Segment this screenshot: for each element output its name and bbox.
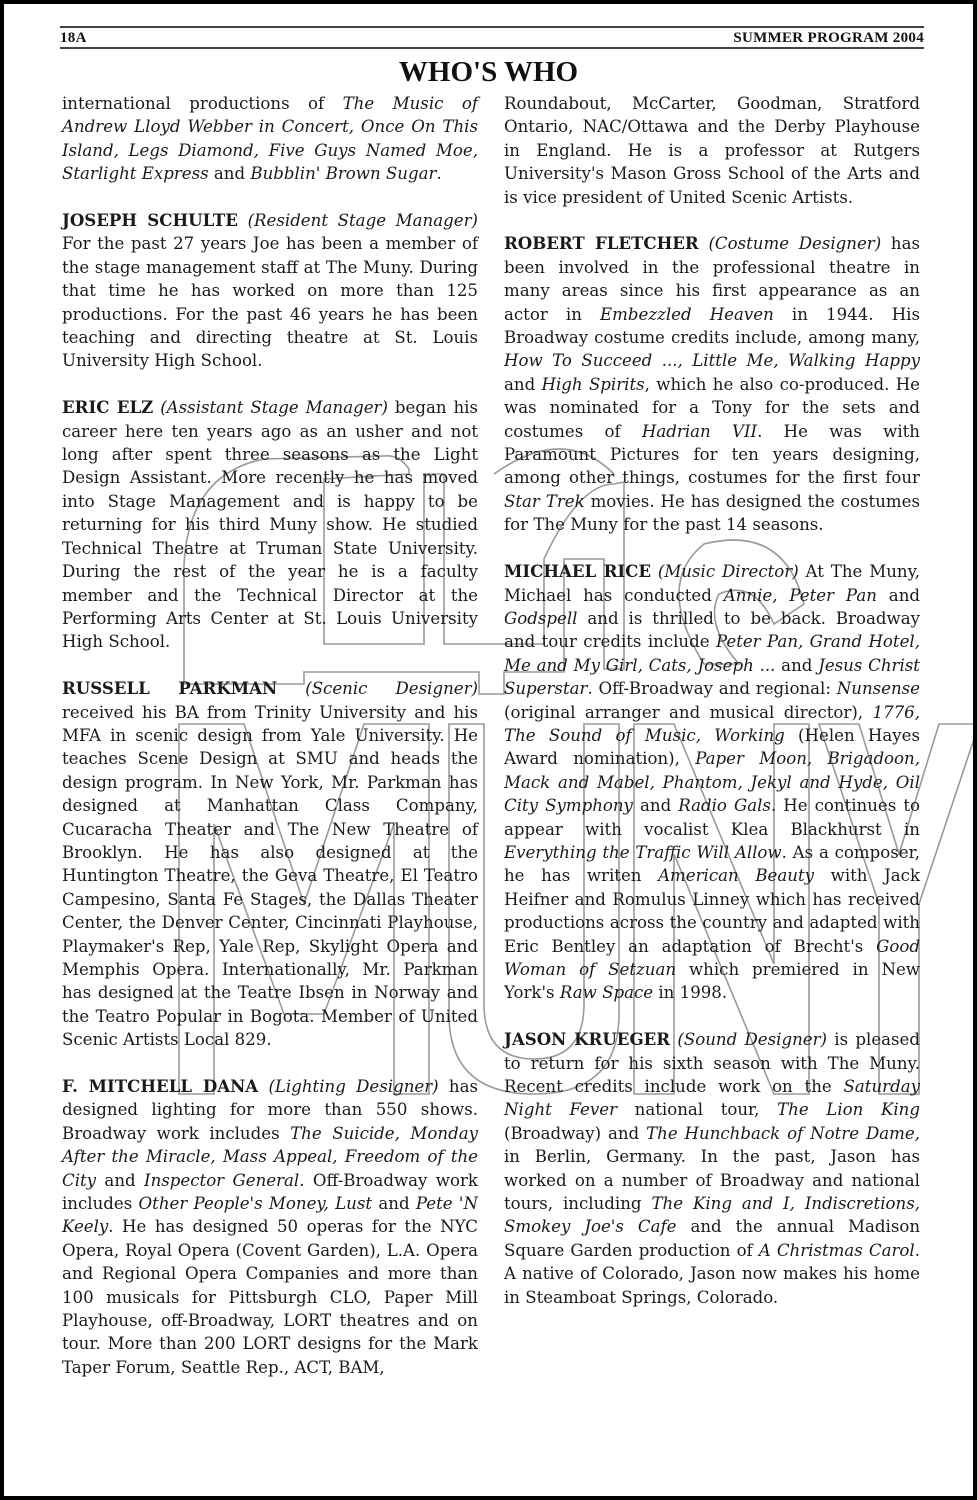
production-title: Hadrian VII [641, 421, 758, 441]
bio-role: (Music Director) [657, 562, 799, 582]
bio-name: MICHAEL RICE [504, 561, 651, 582]
production-title: 1776, The Sound of Music, Working [504, 702, 920, 745]
bio-eric-elz [62, 396, 478, 653]
bio-text-run: For the past 27 years Joe has been a member of the stage management staff at The Muny. During that time he has worked on more than 125 productions. For the past 46 years he has been teaching and directing theatre at St. Louis University High School. [62, 234, 478, 371]
bio-text-run: At The Muny, Michael has conducted [504, 562, 921, 605]
bio-role: (Sound Designer) [677, 1030, 827, 1050]
bio-text [62, 1077, 478, 1377]
bio-text-run: and [372, 1194, 416, 1214]
production-title: Radio Gals [678, 796, 771, 816]
left-column [62, 92, 478, 1403]
bio-text-run: movies. He has designed the costumes for The Muny for the past 14 seasons. [504, 491, 920, 535]
page-title: WHO'S WHO [398, 56, 579, 88]
bio-name: F. MITCHELL DANA [62, 1076, 259, 1096]
production-title: A Christmas Carol [758, 1240, 915, 1260]
production-title: Jesus Christ Superstar [504, 655, 920, 699]
bio-text-run: . He continues to appear with vocalist Klea Blackhurst in [504, 796, 920, 839]
bio-text-run: and [208, 164, 251, 184]
production-title: Godspell [504, 608, 578, 628]
bio-text-run: . [436, 164, 442, 184]
production-title: Everything the Traffic Will Allow [504, 842, 782, 862]
bio-role: (Costume Designer) [708, 234, 882, 254]
bio-text-run: which premiered in New York's [504, 960, 920, 1003]
bio-text-run: received his BA from Trinity University and his MFA in scenic design from Yale University. He teaches Scene Design at SMU and heads the design program. In New York, Mr. Parkman has designed at Manhattan Class Company, Cucaracha Theater and The New Theatre of Brooklyn. He has also designed at the Huntington Theatre, the Geva Theatre, El Teatro Campesino, Santa Fe Stages, the Dallas Theater Center, the Denver Center, Cincinnati Playhouse, Playmaker's Rep, Yale Rep, Skylight Opera and Memphis Opera. Internationally, Mr. Parkman has designed at the Teatre Ibsen in Norway and the Teatro Popular in Bogota. Member of United Scenic Artists Local 829. [62, 702, 478, 1050]
bio-text-run: . Off-Broadway and regional: [587, 679, 837, 699]
bio-text-run: and [876, 585, 921, 605]
production-title: Raw Space [559, 983, 654, 1003]
production-title: Paper Moon, Brigadoon, Mack and Mabel, Phantom, Jekyl and Hyde, Oil City Symphony [504, 749, 921, 816]
bio-text [62, 234, 478, 370]
bio-name: RUSSELL PARKMAN [62, 678, 278, 699]
production-title: Annie, Peter Pan [723, 585, 877, 605]
bio-robert-fletcher [504, 232, 920, 536]
header-rule-bottom [60, 47, 924, 49]
bio-joseph-schulte [62, 209, 478, 373]
header-rule-top [60, 26, 924, 28]
bio-name: JASON KRUEGER [504, 1029, 671, 1050]
bio-text-run: and is thrilled to be back. Broadway and tour credits include [504, 608, 920, 652]
page-number: 18A [60, 30, 87, 46]
production-title: Good Woman of Setzuan [504, 936, 920, 979]
bio-jason-krueger [504, 1028, 920, 1309]
bio-text-run: . He was with Paramount Pictures for ten years designing, among other things, costumes for the first four [504, 421, 920, 488]
bio-russell-parkman [62, 677, 478, 1052]
production-title: How To Succeed ..., Little Me, Walking Happy [504, 351, 920, 371]
production-title: The Lion King [777, 1100, 920, 1120]
bio-name: ROBERT FLETCHER [504, 233, 699, 254]
bio-role: (Resident Stage Manager) [247, 211, 478, 231]
bio-text [504, 1030, 920, 1306]
production-title: The Suicide, Monday After the Miracle, Mass Appeal, Freedom of the City [62, 1123, 478, 1190]
continuation-paragraph [62, 92, 478, 186]
bio-text-run: in Berlin, Germany. In the past, Jason has worked on a number of Broadway and national tours, including [504, 1147, 920, 1214]
bio-role: (Scenic Designer) [305, 679, 478, 699]
production-title: The Hunchback of Notre Dame, [646, 1123, 921, 1143]
bio-text-run: in 1944. His Broadway costume credits include, among many, [504, 304, 920, 348]
bio-text [62, 398, 478, 651]
production-title: High Spirits [541, 374, 645, 394]
bio-michael-rice [504, 560, 920, 1005]
production-title: The Music of Andrew Lloyd Webber in Concert, Once On This Island, Legs Diamond, Five Guys Named Moe, Starlight Express [62, 94, 478, 184]
bio-text-run: and [632, 796, 679, 816]
bio-text-run: and [504, 374, 542, 394]
bio-f-mitchell-dana [62, 1075, 478, 1379]
bio-text-run: (original arranger and musical director), [504, 702, 873, 722]
production-title: Inspector General [144, 1170, 300, 1190]
bio-text-run: international productions of [62, 94, 343, 113]
bio-text [504, 234, 920, 534]
bio-text-run: . He has designed 50 operas for the NYC Opera, Royal Opera (Covent Garden), L.A. Opera and Regional Opera Companies and more than 100 musicals for Pittsburgh CLO, Paper Mill Playhouse, off-Broadway, LORT theatres and on tour. More than 200 LORT designs for the Mark Taper Forum, Seattle Rep., ACT, BAM, [62, 1217, 478, 1377]
production-title: Embezzled Heaven [600, 304, 774, 324]
bio-text-run: and the annual Madison Square Garden production of [504, 1217, 921, 1260]
bio-text-run: Roundabout, McCarter, Goodman, Stratford Ontario, NAC/Ottawa and the Derby Playhouse in England. He is a professor at Rutgers University's Mason Gross School of the Arts and is vice president of United Scenic Artists. [504, 94, 920, 207]
bio-text-run: (Helen Hayes Award nomination), [504, 725, 920, 769]
bio-text-run: national tour, [617, 1100, 778, 1120]
bio-text-run: . A native of Colorado, Jason now makes his home in Steamboat Springs, Colorado. [504, 1240, 920, 1307]
bio-text-run: (Broadway) and [504, 1123, 647, 1143]
production-title: Nunsense [836, 679, 920, 699]
production-title: Peter Pan, Grand Hotel, Me and My Girl, Cats, Joseph ... [504, 632, 920, 675]
bio-text-run: has been involved in the professional theatre in many areas since his first appearance as an actor in [504, 234, 920, 324]
bio-text-run: with Jack Heifner and Romulus Linney which has received productions across the country and adapted with Eric Bentley an adaptation of Brecht's [504, 866, 920, 956]
bio-name: JOSEPH SCHULTE [62, 210, 238, 231]
bio-text-run: . As a composer, he has writen [504, 842, 920, 886]
bio-text-run: . Off-Broadway work includes [62, 1170, 478, 1214]
right-column [504, 92, 920, 1332]
bio-text [62, 703, 478, 1050]
program-page [4, 4, 973, 1496]
bio-text-run: in 1998. [653, 983, 728, 1003]
bio-text-run: , which he also co-produced. He was nominated for a Tony for the sets and costumes of [504, 374, 920, 441]
bio-text-run: and [96, 1170, 145, 1190]
bio-text-run: is pleased to return for his sixth season with The Muny. Recent credits include work on the [504, 1030, 920, 1097]
production-title: Saturday Night Fever [504, 1077, 920, 1120]
production-title: Pete 'N Keely [62, 1194, 478, 1237]
production-title: The King and I, Indiscretions, Smokey Joe's Cafe [504, 1194, 920, 1237]
bio-text-run: and [775, 655, 819, 675]
bio-name: ERIC ELZ [62, 397, 154, 418]
publication-name: SUMMER PROGRAM 2004 [733, 30, 924, 46]
bio-text-run: began his career here ten years ago as an usher and not long after spent three seasons as the Light Design Assistant. More recently he has moved into Stage Management and is happy to be returning for his third Muny show. He studied Technical Theatre at Truman State University. During the rest of the year he is a faculty member and the Technical Director at the Performing Arts Center at St. Louis University High School. [62, 398, 478, 652]
bio-role: (Assistant Stage Manager) [160, 398, 388, 418]
production-title: Bubblin' Brown Sugar [250, 164, 437, 184]
production-title: American Beauty [658, 866, 814, 886]
production-title: Star Trek [504, 491, 585, 511]
bio-role: (Lighting Designer) [268, 1077, 439, 1096]
continuation-paragraph [504, 92, 920, 209]
production-title: Other People's Money, Lust [138, 1194, 373, 1214]
bio-text [504, 562, 920, 1002]
bio-text-run: has designed lighting for more than 550 shows. Broadway work includes [62, 1077, 478, 1143]
